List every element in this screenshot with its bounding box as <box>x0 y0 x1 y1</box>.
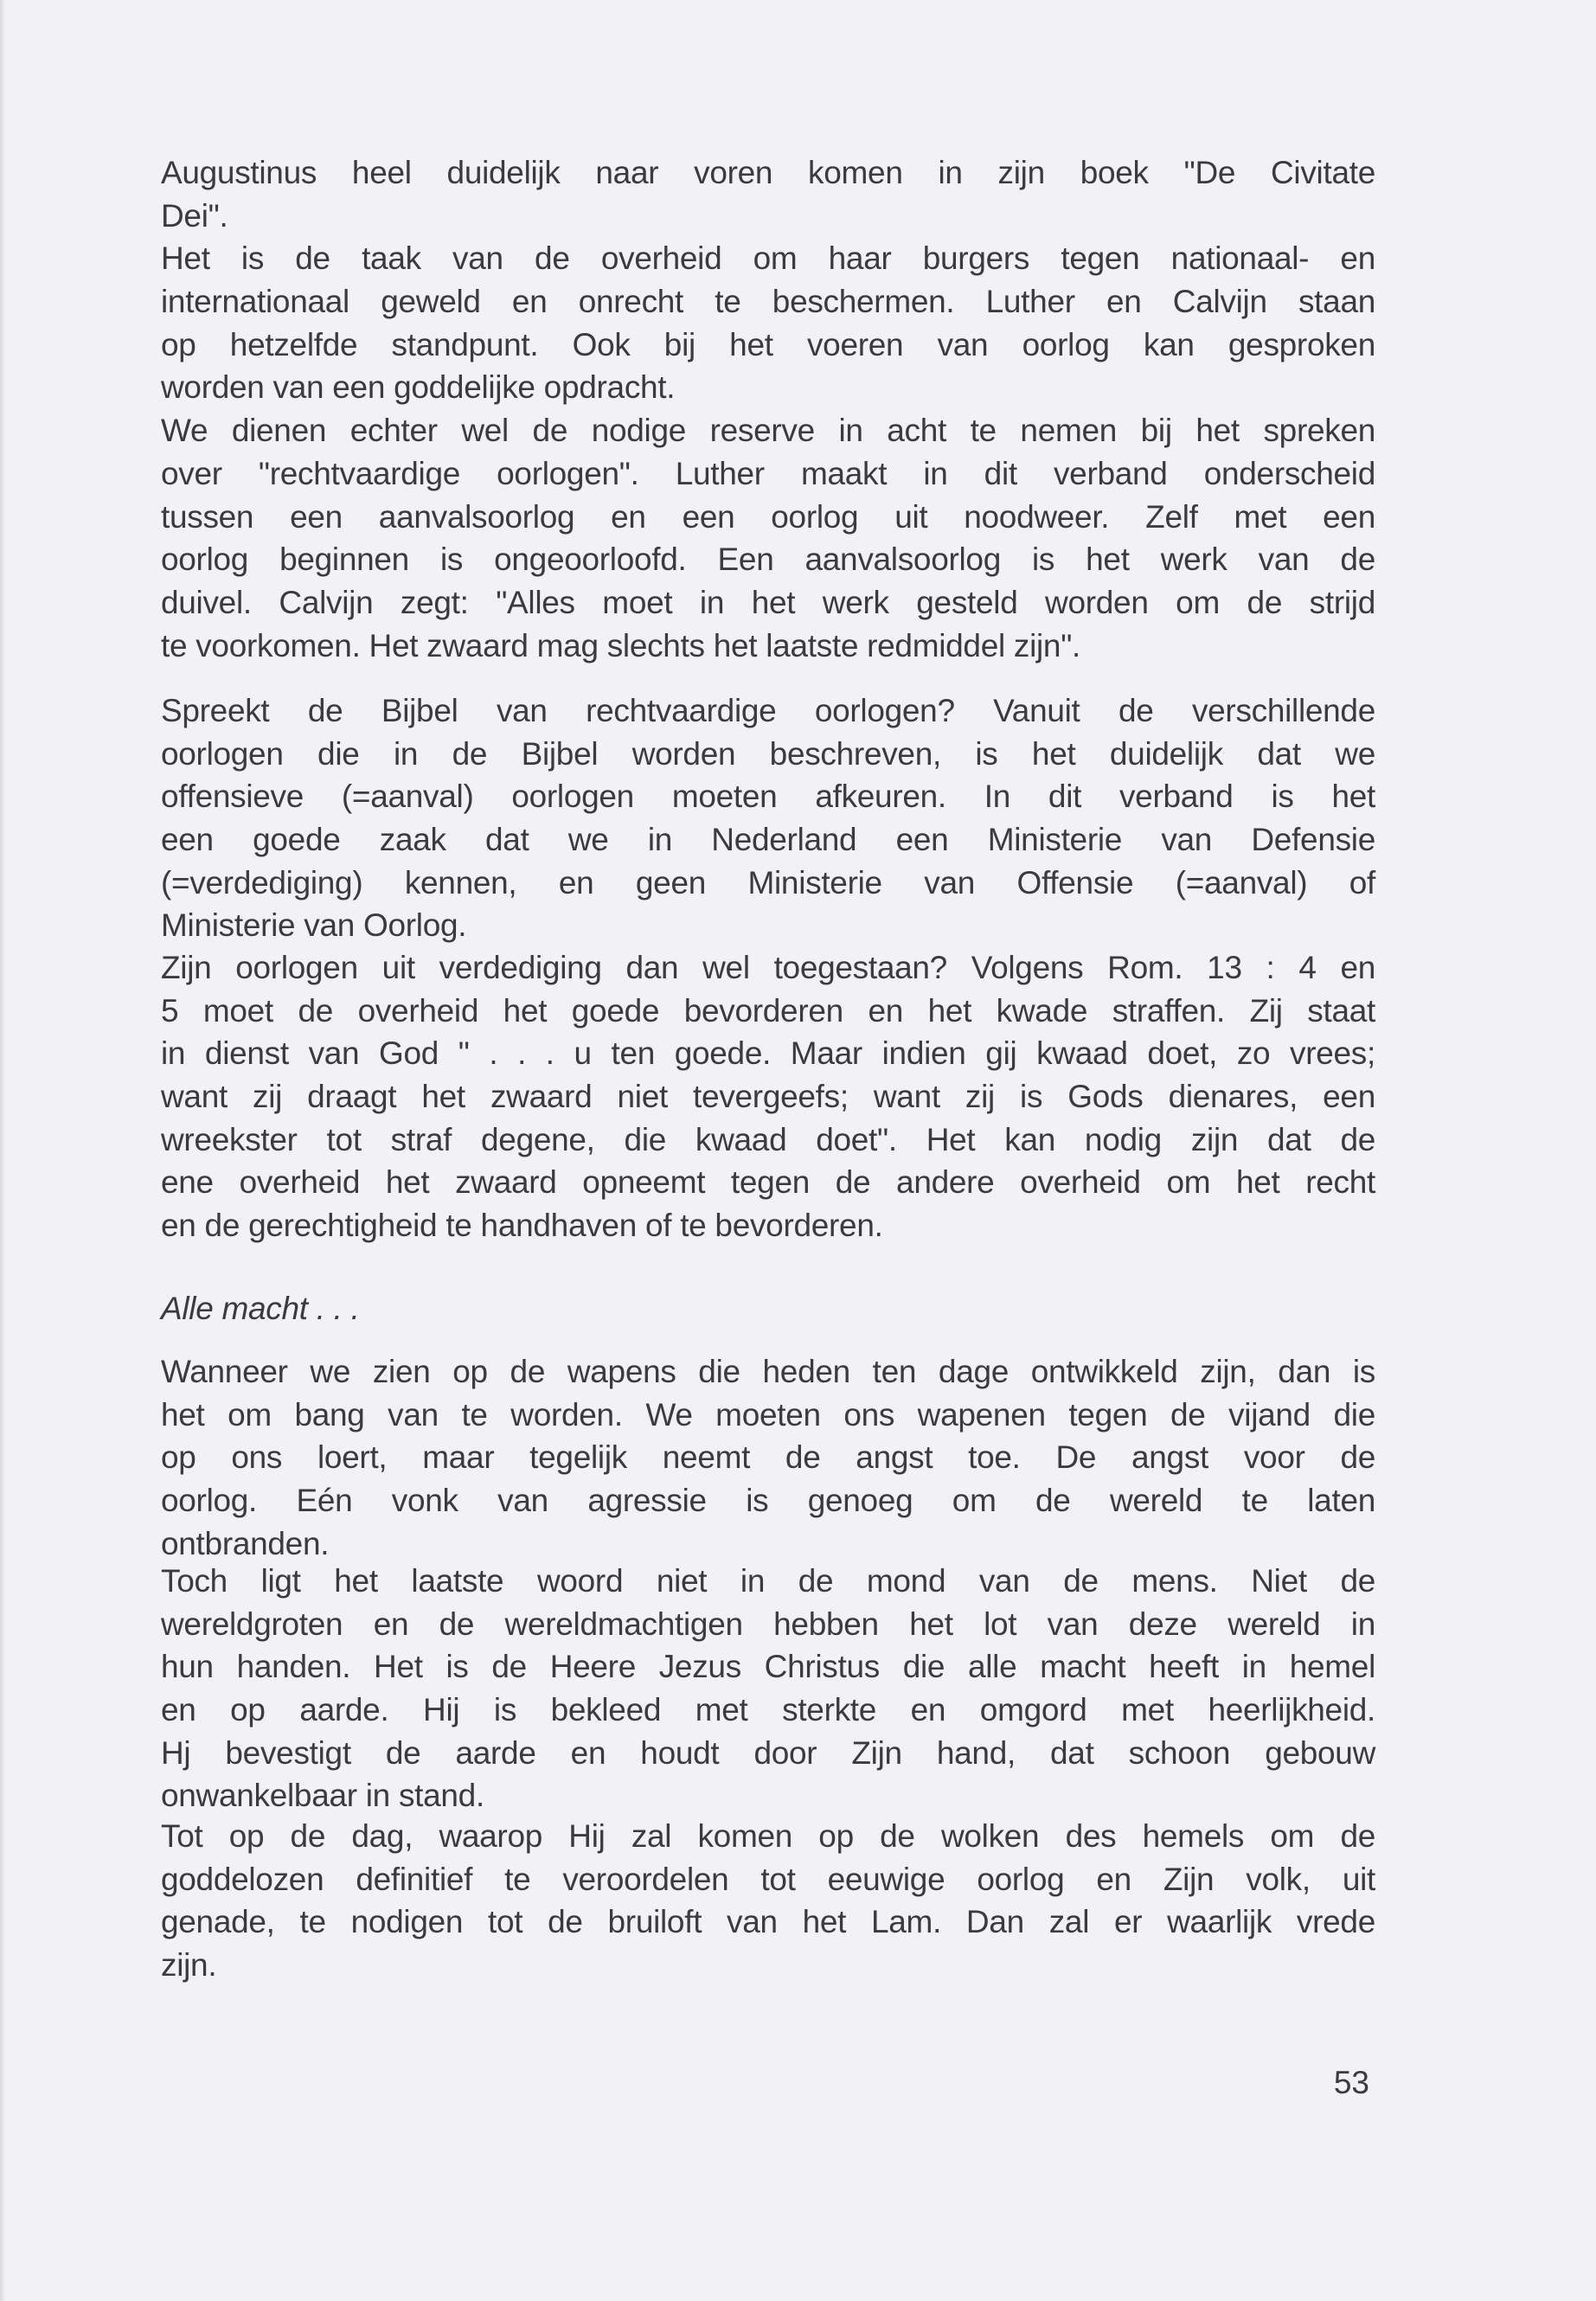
text-line: Augustinus heel duidelijk naar voren komen in zijn boek "De Civitate <box>161 155 1375 190</box>
text-line: het om bang van te worden. We moeten ons wapenen tegen de vijand die <box>161 1396 1375 1433</box>
text-line: Toch ligt het laatste woord niet in de mond van de mens. Niet de <box>161 1563 1375 1599</box>
paragraph <box>161 1560 1375 1817</box>
text-line: Wanneer we zien op de wapens die heden ten dage ontwikkeld zijn, dan is <box>161 1354 1375 1389</box>
text-line: ontbranden. <box>161 1525 330 1561</box>
text-line: We dienen echter wel de nodige reserve in acht te nemen bij het spreken <box>161 413 1375 449</box>
text-line: Spreekt de Bijbel van rechtvaardige oorlogen? Vanuit de verschillende <box>161 693 1375 728</box>
text-line: offensieve (=aanval) oorlogen moeten afkeuren. In dit verband is het <box>161 779 1375 815</box>
text-line: Ministerie van Oorlog. <box>161 907 467 944</box>
text-line: Dei". <box>161 197 228 234</box>
text-line: oorlogen die in de Bijbel worden beschreven, is het duidelijk dat we <box>161 735 1375 772</box>
text-line: (=verdediging) kennen, en geen Ministerie van Offensie (=aanval) of <box>161 864 1375 901</box>
text-line: oorlog beginnen is ongeoorloofd. Een aanvalsoorlog is het werk van de <box>161 542 1375 578</box>
text-line: Tot op de dag, waarop Hij zal komen op de wolken des hemels om de <box>161 1818 1375 1854</box>
paragraph <box>161 946 1375 1247</box>
section-heading-block <box>161 1287 1375 1330</box>
page-number: 53 <box>1333 2065 1369 2100</box>
text-line: zijn. <box>161 1947 217 1984</box>
paragraph <box>161 1350 1375 1565</box>
text-line: worden van een goddelijke opdracht. <box>161 369 676 406</box>
text-line: internationaal geweld en onrecht te beschermen. Luther en Calvijn staan <box>161 284 1375 320</box>
text-line: genade, te nodigen tot de bruiloft van het Lam. Dan zal er waarlijk vrede <box>161 1904 1375 1940</box>
text-line: hun handen. Het is de Heere Jezus Christus die alle macht heeft in hemel <box>161 1649 1375 1685</box>
text-line: onwankelbaar in stand. <box>161 1778 484 1814</box>
paragraph <box>161 689 1375 947</box>
text-line: in dienst van God " . . . u ten goede. Maar indien gij kwaad doet, zo vrees; <box>161 1035 1375 1072</box>
text-line: tussen een aanvalsoorlog en een oorlog uit noodweer. Zelf met een <box>161 498 1375 535</box>
text-line: wreekster tot straf degene, die kwaad doet". Het kan nodig zijn dat de <box>161 1121 1375 1157</box>
page-edge <box>0 0 5 2301</box>
text-line: en op aarde. Hij is bekleed met sterkte en omgord met heerlijkheid. <box>161 1692 1375 1728</box>
text-line: want zij draagt het zwaard niet tevergeefs; want zij is Gods dienares, een <box>161 1079 1375 1115</box>
text-line: wereldgroten en de wereldmachtigen hebben het lot van deze wereld in <box>161 1606 1375 1642</box>
text-line: ene overheid het zwaard opneemt tegen de andere overheid om het recht <box>161 1164 1375 1201</box>
text-line: een goede zaak dat we in Nederland een Ministerie van Defensie <box>161 822 1375 858</box>
text-line: goddelozen definitief te veroordelen tot eeuwige oorlog en Zijn volk, uit <box>161 1861 1375 1897</box>
text-line: te voorkomen. Het zwaard mag slechts het laatste redmiddel zijn". <box>161 627 1081 663</box>
text-line: duivel. Calvijn zegt: "Alles moet in het werk gesteld worden om de strijd <box>161 584 1375 620</box>
paragraph <box>161 1815 1375 1987</box>
section-heading: Alle macht . . . <box>161 1291 360 1326</box>
text-line: Zijn oorlogen uit verdediging dan wel toegestaan? Volgens Rom. 13 : 4 en <box>161 950 1375 985</box>
text-line: en de gerechtigheid te handhaven of te bevorderen. <box>161 1208 883 1244</box>
text-line: op hetzelfde standpunt. Ook bij het voeren van oorlog kan gesproken <box>161 326 1375 362</box>
text-line: 5 moet de overheid het goede bevorderen en het kwade straffen. Zij staat <box>161 992 1375 1029</box>
paragraph <box>161 151 1375 667</box>
text-line: Het is de taak van de overheid om haar burgers tegen nationaal- en <box>161 240 1375 277</box>
text-line: oorlog. Eén vonk van agressie is genoeg om de wereld te laten <box>161 1483 1375 1519</box>
text-line: op ons loert, maar tegelijk neemt de angst toe. De angst voor de <box>161 1439 1375 1476</box>
text-line: over "rechtvaardige oorlogen". Luther maakt in dit verband onderscheid <box>161 455 1375 491</box>
text-line: Hj bevestigt de aarde en houdt door Zijn hand, dat schoon gebouw <box>161 1734 1375 1771</box>
